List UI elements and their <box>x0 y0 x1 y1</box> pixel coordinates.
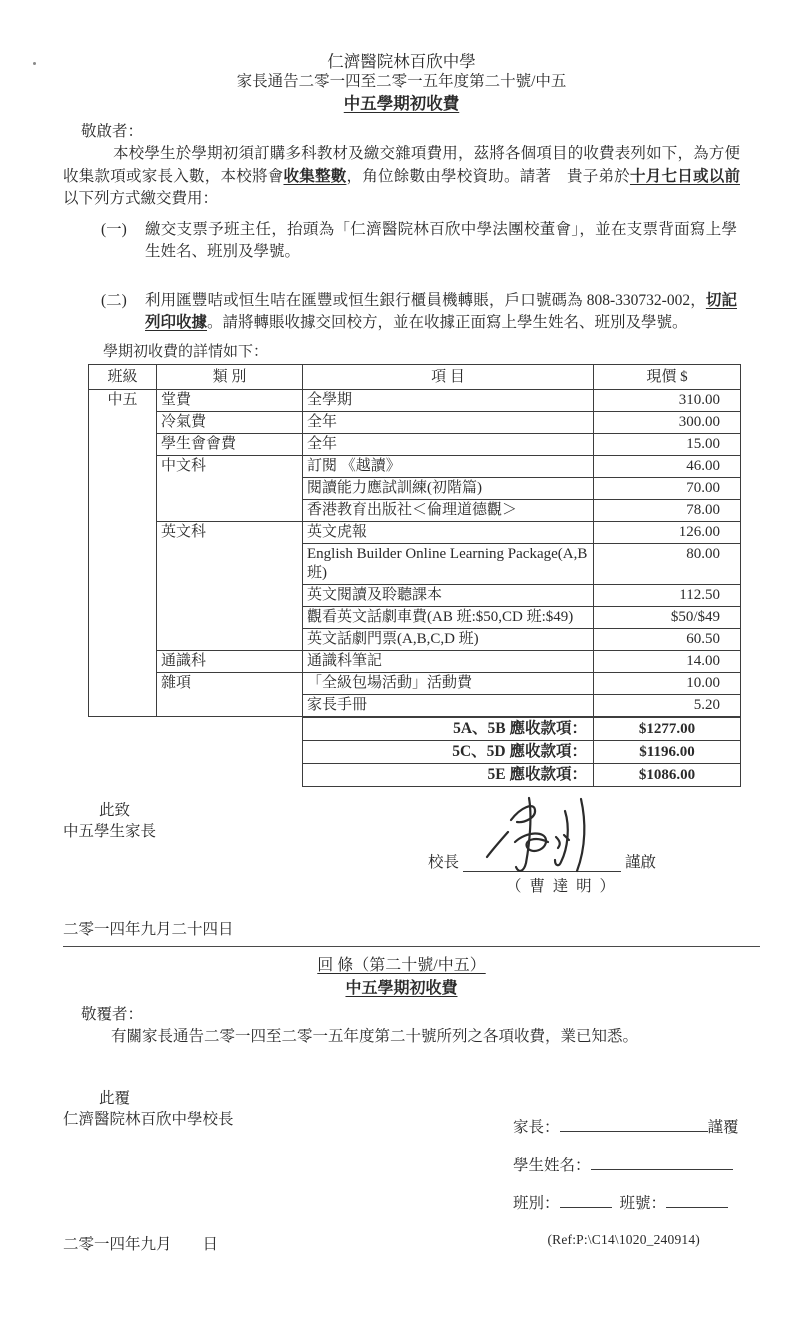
price-cell: 15.00 <box>594 433 741 455</box>
total-amount: $1086.00 <box>594 763 741 786</box>
reply-slip-header <box>63 954 740 1000</box>
notice-title: 中五學期初收費 <box>343 94 460 113</box>
school-name: 仁濟醫院林百欣中學 <box>327 52 476 71</box>
col-header-item: 項 目 <box>303 364 594 389</box>
reply-addressee: 仁濟醫院林百欣中學校長 <box>63 1110 234 1128</box>
class-number-blank <box>666 1192 728 1208</box>
price-cell: 5.20 <box>594 694 741 716</box>
reply-salutation: 敬覆者： <box>81 1005 144 1023</box>
intro-text-3: 以下列方式繳交費用： <box>63 190 219 208</box>
notice-number-line: 家長通告二零一四至二零一五年度第二十號/中五 <box>236 73 567 90</box>
item-emphasis-print-receipt: 切記列印收據 <box>145 291 737 332</box>
category-cell: 英文科 <box>157 521 303 650</box>
price-cell: 60.50 <box>594 628 741 650</box>
item-cell: 全年 <box>303 433 594 455</box>
list-item-2 <box>101 290 740 335</box>
item-cell: 通識科筆記 <box>303 650 594 672</box>
item-cell: 家長手冊 <box>303 694 594 716</box>
student-name-blank <box>591 1154 733 1170</box>
parent-signature-blank <box>560 1116 708 1132</box>
table-row <box>89 650 741 672</box>
parent-signature-row <box>513 1116 800 1138</box>
reply-body: 有關家長通告二零一四至二零一五年度第二十號所列之各項收費，業已知悉。 <box>111 1027 639 1045</box>
price-cell: 70.00 <box>594 477 741 499</box>
sign-off: 謹啟 <box>625 853 657 871</box>
reply-fields <box>513 1116 800 1230</box>
reply-date: 二零一四年九月 日 <box>63 1235 219 1253</box>
total-label: 5A、5B 應收款項： <box>303 717 594 740</box>
table-row <box>89 411 741 433</box>
totals-table <box>302 717 741 787</box>
item-cell: 全學期 <box>303 389 594 411</box>
list-item-1 <box>101 219 740 264</box>
parent-label: 家長： <box>513 1118 560 1136</box>
bottom-row <box>63 1232 740 1254</box>
student-name-label: 學生姓名： <box>513 1156 591 1174</box>
signature-block <box>428 850 748 896</box>
class-blank <box>560 1192 612 1208</box>
student-name-row <box>513 1154 800 1176</box>
total-amount: $1196.00 <box>594 740 741 763</box>
col-header-category: 類 別 <box>157 364 303 389</box>
table-row <box>89 389 741 411</box>
closing-recipient: 中五學生家長 <box>63 822 157 840</box>
table-row <box>89 672 741 694</box>
price-cell: $50/$49 <box>594 606 741 628</box>
item-text-1: 利用匯豐咭或恒生咭在匯豐或恒生銀行櫃員機轉賬，戶口號碼為 808-330732-002， <box>145 291 706 309</box>
class-number-label: 班號： <box>619 1194 667 1212</box>
class-label: 班別： <box>513 1194 560 1212</box>
class-row <box>513 1192 800 1214</box>
item-number: (二) <box>101 291 127 309</box>
letter-date: 二零一四年九月二十四日 <box>63 920 234 938</box>
class-cell: 中五 <box>89 389 157 716</box>
table-row <box>89 455 741 477</box>
reply-cifu: 此覆 <box>99 1089 131 1107</box>
col-header-class: 班級 <box>89 364 157 389</box>
price-cell: 14.00 <box>594 650 741 672</box>
price-cell: 126.00 <box>594 521 741 543</box>
price-cell: 10.00 <box>594 672 741 694</box>
intro-text-2: ，角位餘數由學校資助。請著 貴子弟於 <box>346 167 630 185</box>
reply-closing <box>63 1088 740 1210</box>
intro-text-1: 本校學生於學期初須訂購多科教材及繳交雜項費用，茲將各個項目的收費表列如下，為方便收集款項或家長入數，本校將會 <box>63 145 740 185</box>
item-cell: 香港教育出版社＜倫理道德觀＞ <box>303 499 594 521</box>
item-number: (一) <box>101 220 127 238</box>
item-cell: 訂閱 《越讀》 <box>303 455 594 477</box>
salutation: 敬啟者： <box>81 123 144 140</box>
reference-number: (Ref:P:\C14\1020_240914) <box>547 1231 700 1247</box>
item-cell: 全年 <box>303 411 594 433</box>
total-row-5a5b <box>303 717 741 740</box>
principal-label: 校長 <box>428 853 460 871</box>
item-cell: 英文閱讀及聆聽課本 <box>303 584 594 606</box>
price-cell: 78.00 <box>594 499 741 521</box>
reply-title: 回 條（第二十號/中五） <box>317 956 486 974</box>
reply-subtitle: 中五學期初收費 <box>345 979 458 997</box>
price-cell: 46.00 <box>594 455 741 477</box>
category-cell: 堂費 <box>157 389 303 411</box>
letterhead <box>63 52 740 115</box>
fee-table-header-row <box>89 364 741 389</box>
scan-artifact-dot <box>33 62 36 65</box>
item-text: 繳交支票予班主任，抬頭為「仁濟醫院林百欣中學法團校董會」，並在支票背面寫上學生姓名、班別及學號。 <box>145 220 737 261</box>
category-cell: 學生會會費 <box>157 433 303 455</box>
col-header-price: 現價 $ <box>594 364 741 389</box>
total-label: 5C、5D 應收款項： <box>303 740 594 763</box>
table-row <box>89 433 741 455</box>
total-row-5e <box>303 763 741 786</box>
fee-table <box>88 364 741 717</box>
payment-method-list <box>63 219 740 335</box>
intro-emphasis-deadline: 十月七日或以前 <box>629 167 740 185</box>
item-text <box>145 290 737 335</box>
item-cell: 閱讀能力應試訓練(初階篇) <box>303 477 594 499</box>
table-row <box>89 521 741 543</box>
item-cell: 英文話劇門票(A,B,C,D 班) <box>303 628 594 650</box>
parent-sign-off: 謹覆 <box>707 1118 739 1136</box>
item-cell: English Builder Online Learning Package(A,B 班) <box>303 543 594 584</box>
closing-cishi: 此致 <box>99 801 131 819</box>
price-cell: 300.00 <box>594 411 741 433</box>
category-cell: 冷氣費 <box>157 411 303 433</box>
item-cell: 英文虎報 <box>303 521 594 543</box>
category-cell: 通識科 <box>157 650 303 672</box>
price-cell: 310.00 <box>594 389 741 411</box>
price-cell: 112.50 <box>594 584 741 606</box>
fee-table-caption: 學期初收費的詳情如下： <box>103 343 269 360</box>
letter-closing <box>63 800 740 916</box>
category-cell: 中文科 <box>157 455 303 521</box>
item-cell: 觀看英文話劇車費(AB 班:$50,CD 班:$49) <box>303 606 594 628</box>
signature-line <box>463 852 621 872</box>
category-cell: 雜項 <box>157 672 303 716</box>
principal-name: （ 曹 達 明 ） <box>506 877 618 895</box>
item-cell: 「全級包場活動」活動費 <box>303 672 594 694</box>
total-label: 5E 應收款項： <box>303 763 594 786</box>
section-divider <box>63 946 760 947</box>
intro-emphasis-collect-whole: 收集整數 <box>283 167 347 185</box>
total-row-5c5d <box>303 740 741 763</box>
total-amount: $1277.00 <box>594 717 741 740</box>
intro-paragraph <box>63 143 740 211</box>
item-text-2: 。請將轉賬收據交回校方，並在收據正面寫上學生姓名、班別及學號。 <box>207 314 688 332</box>
price-cell: 80.00 <box>594 543 741 584</box>
